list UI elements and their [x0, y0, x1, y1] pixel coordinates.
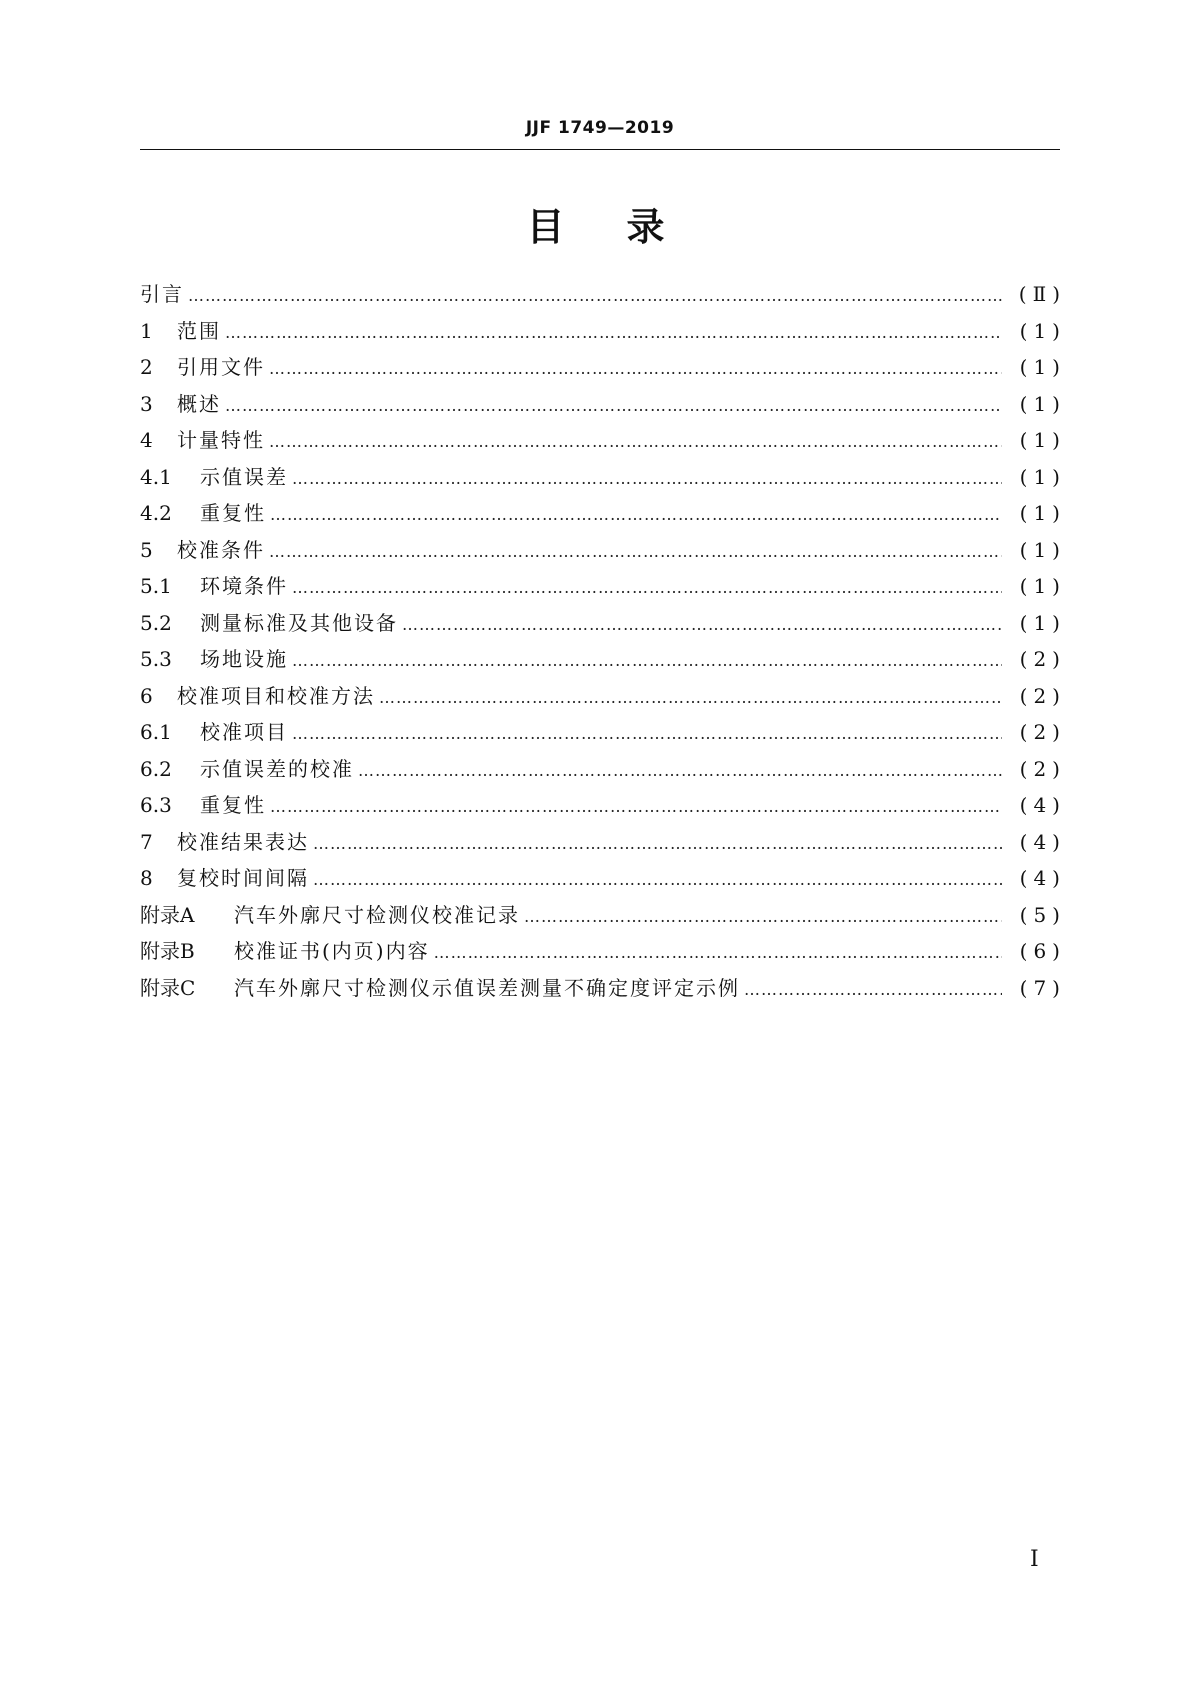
toc-entry-label: 示值误差: [200, 464, 288, 489]
dot-leader: [269, 424, 1002, 461]
dot-leader: [434, 935, 1002, 972]
toc-entry-label: 引言: [140, 282, 184, 306]
toc-entry-page: (1): [1019, 464, 1066, 489]
toc-entry-page: (4): [1019, 866, 1066, 890]
page-number: Ⅰ: [1030, 1547, 1039, 1572]
dot-leader: [744, 972, 1002, 1009]
toc-entry-label: 引用文件: [177, 355, 265, 379]
toc-entry-number: 4.1: [140, 464, 172, 489]
toc-entry-page: (2): [1019, 683, 1066, 708]
toc-entry-label: 测量标准及其他设备: [200, 610, 398, 635]
dot-leader: [188, 278, 1002, 315]
toc-entry-page: (7): [1019, 975, 1066, 1000]
toc-entry-number: 5: [140, 537, 153, 562]
dot-leader: [402, 607, 1002, 644]
toc-entry-6-1[interactable]: [140, 714, 1066, 751]
toc-entry-4-2[interactable]: [140, 495, 1066, 532]
toc-entry-intro[interactable]: [140, 276, 1066, 313]
toc-entry-3[interactable]: [140, 386, 1066, 423]
toc-entry-page: (2): [1019, 647, 1066, 671]
toc-entry-page: (1): [1019, 318, 1066, 343]
toc-entry-page: (1): [1019, 428, 1066, 452]
toc-entry-label: 复校时间间隔: [177, 866, 309, 890]
dot-leader: [358, 753, 1002, 790]
toc-entry-appendix-c[interactable]: [140, 970, 1066, 1007]
toc-entry-8[interactable]: [140, 860, 1066, 897]
dot-leader: [269, 534, 1002, 571]
toc-entry-1[interactable]: [140, 313, 1066, 350]
toc-entry-label: 场地设施: [200, 647, 288, 671]
toc-entry-number: 5.2: [140, 610, 172, 635]
dot-leader: [292, 461, 1002, 498]
dot-leader: [313, 862, 1002, 899]
toc-entry-page: (4): [1019, 793, 1066, 817]
table-of-contents: [140, 276, 1066, 1006]
toc-entry-number: 3: [140, 391, 153, 416]
toc-entry-label: 示值误差的校准: [200, 756, 354, 781]
header-divider: [140, 149, 1060, 150]
page-title: 目录: [526, 205, 727, 249]
toc-entry-4-1[interactable]: [140, 459, 1066, 496]
dot-leader: [292, 570, 1002, 607]
dot-leader: [292, 716, 1002, 753]
toc-entry-number: 附录B: [140, 939, 195, 963]
toc-entry-number: 6: [140, 683, 153, 708]
toc-entry-6[interactable]: [140, 678, 1066, 715]
toc-entry-page: (Ⅱ): [1018, 282, 1066, 306]
dot-leader: [270, 789, 1002, 826]
toc-entry-4[interactable]: [140, 422, 1066, 459]
toc-entry-5-3[interactable]: [140, 641, 1066, 678]
toc-entry-appendix-a[interactable]: [140, 897, 1066, 934]
toc-entry-page: (4): [1019, 829, 1066, 854]
dot-leader: [313, 826, 1002, 863]
toc-entry-label: 计量特性: [177, 428, 265, 452]
toc-entry-page: (1): [1019, 610, 1066, 635]
toc-entry-5[interactable]: [140, 532, 1066, 569]
toc-entry-label: 环境条件: [200, 574, 288, 598]
toc-entry-page: (1): [1019, 355, 1066, 379]
toc-entry-label: 校准结果表达: [177, 829, 309, 854]
dot-leader: [379, 680, 1002, 717]
toc-entry-number: 2: [140, 355, 153, 379]
document-id-header: JJF 1749—2019: [525, 118, 675, 138]
toc-entry-2[interactable]: [140, 349, 1066, 386]
toc-entry-appendix-b[interactable]: [140, 933, 1066, 970]
toc-entry-5-1[interactable]: [140, 568, 1066, 605]
toc-entry-6-2[interactable]: [140, 751, 1066, 788]
toc-entry-number: 附录A: [140, 902, 195, 927]
toc-entry-label: 重复性: [200, 501, 266, 525]
toc-entry-page: (1): [1019, 501, 1066, 525]
toc-entry-page: (1): [1019, 537, 1066, 562]
toc-entry-number: 5.3: [140, 647, 172, 671]
toc-entry-page: (1): [1019, 391, 1066, 416]
toc-entry-number: 1: [140, 318, 153, 343]
toc-entry-number: 附录C: [140, 975, 196, 1000]
toc-entry-label: 范围: [177, 318, 221, 343]
toc-entry-number: 4.2: [140, 501, 172, 525]
toc-entry-label: 校准项目: [200, 720, 288, 744]
toc-entry-label: 校准条件: [177, 537, 265, 562]
toc-entry-label: 汽车外廓尺寸检测仪校准记录: [234, 902, 520, 927]
toc-entry-number: 4: [140, 428, 153, 452]
dot-leader: [225, 315, 1002, 352]
toc-entry-page: (5): [1019, 902, 1066, 927]
toc-entry-page: (2): [1019, 720, 1066, 744]
toc-entry-number: 6.2: [140, 756, 172, 781]
dot-leader: [270, 497, 1002, 534]
toc-entry-label: 概述: [177, 391, 221, 416]
toc-entry-number: 6.3: [140, 793, 172, 817]
toc-entry-number: 8: [140, 866, 153, 890]
toc-entry-number: 6.1: [140, 720, 172, 744]
toc-entry-label: 汽车外廓尺寸检测仪示值误差测量不确定度评定示例: [234, 975, 740, 1000]
toc-entry-label: 校准项目和校准方法: [177, 683, 375, 708]
dot-leader: [225, 388, 1002, 425]
toc-entry-page: (2): [1019, 756, 1066, 781]
toc-entry-5-2[interactable]: [140, 605, 1066, 642]
toc-entry-label: 校准证书(内页)内容: [234, 939, 430, 963]
dot-leader: [269, 351, 1002, 388]
toc-entry-page: (6): [1019, 939, 1066, 963]
dot-leader: [524, 899, 1002, 936]
toc-entry-7[interactable]: [140, 824, 1066, 861]
toc-entry-6-3[interactable]: [140, 787, 1066, 824]
toc-entry-label: 重复性: [200, 793, 266, 817]
dot-leader: [292, 643, 1002, 680]
toc-entry-number: 7: [140, 829, 153, 854]
toc-entry-page: (1): [1019, 574, 1066, 598]
toc-entry-number: 5.1: [140, 574, 172, 598]
